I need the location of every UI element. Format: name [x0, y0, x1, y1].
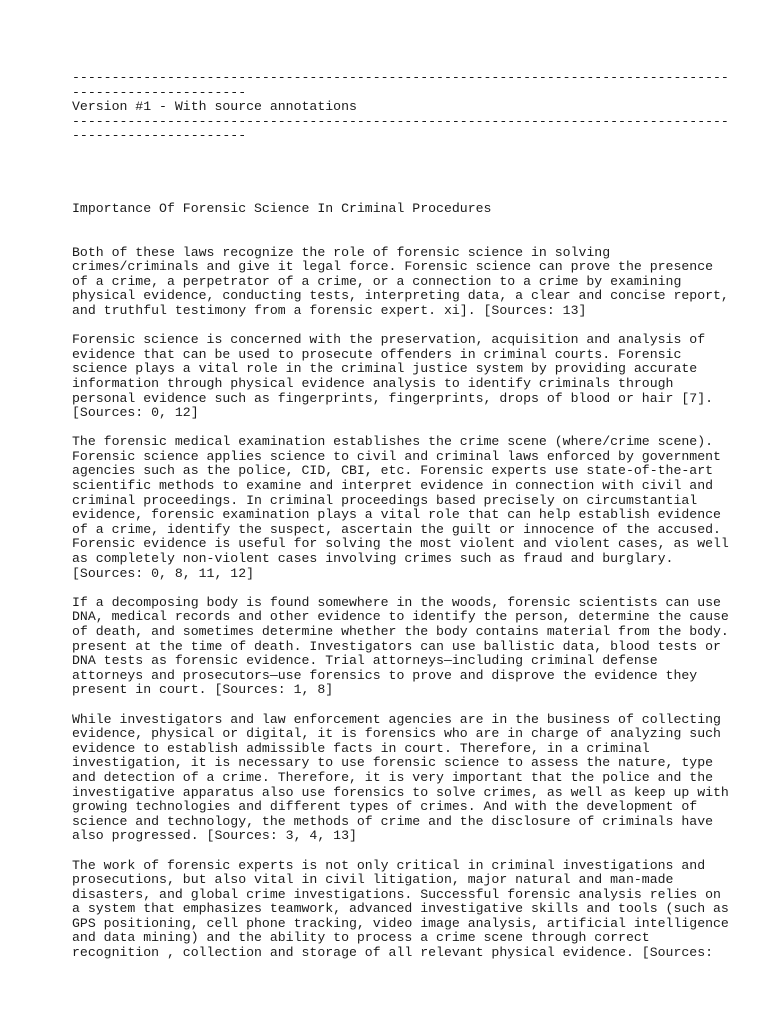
version-header — [72, 71, 728, 144]
divider-line-bottom: ----------------------------------------------------------------------------------- — [72, 113, 729, 129]
divider-line-top: ----------------------------------------------------------------------------------- — [72, 70, 729, 85]
document-title: Importance Of Forensic Science In Criminal Procedures — [72, 200, 492, 216]
paragraph: The forensic medical examination establishes the crime scene (where/crime scene). Forensic science applies science to civil and criminal laws enforced by government agencies such as the police, CID, CBI, etc. Forensic experts use state-of-the-art scientific methods to examine and interpret evidence in connection with civil and criminal proceedings. In criminal proceedings based precisely on circumstantial evidence, forensic examination plays a vital role that can help establish evidence of a crime, identify the suspect, ascertain the guilt or innocence of the accused. Forensic evidence is useful for solving the most violent and violent cases, as well as completely non-violent cases involving crimes such as fraud and burglary. [Sources: 0, 8, 11, 12] — [72, 434, 729, 581]
paragraph: Both of these laws recognize the role of forensic science in solving crimes/criminals and give it legal force. Forensic science can prove the presence of a crime, a perpetrator of a crime, or a connection to a crime by examining physical evidence, conducting tests, interpreting data, a clear and concise report, and truthful testimony from a forensic expert. xi]. [Sources: 13] — [72, 244, 729, 318]
paragraph: The work of forensic experts is not only critical in criminal investigations and prosecutions, but also vital in civil litigation, major natural and man-made disasters, and global crime investigations. Successful forensic analysis relies on a system that emphasizes teamwork, advanced investigative skills and tools (such as GPS positioning, cell phone tracking, video image analysis, artificial intelligence and data mining) and the ability to process a crime scene through correct recognition , collection and storage of all relevant physical evidence. [Sources: — [72, 857, 729, 961]
divider-line-top-continued: ---------------------- — [72, 84, 247, 100]
paragraph: If a decomposing body is found somewhere in the woods, forensic scientists can use DNA, medical records and other evidence to identify the person, determine the cause of death, and sometimes determine whether the body contains material from the body. present at the time of death. Investigators can use ballistic data, blood tests or DNA tests as forensic evidence. Trial attorneys—including criminal defense attorneys and prosecutors—use forensics to prove and disprove the evidence they present in court. [Sources: 1, 8] — [72, 594, 729, 698]
version-label: Version #1 - With source annotations — [72, 99, 357, 115]
paragraph: Forensic science is concerned with the preservation, acquisition and analysis of evidence that can be used to prosecute offenders in criminal courts. Forensic science plays a vital role in the criminal justice system by providing accurate information through physical evidence analysis to identify criminals through personal evidence such as fingerprints, fingerprints, drops of blood or hair [7]. [Sources: 0, 12] — [72, 332, 714, 421]
divider-line-bottom-continued: ---------------------- — [72, 128, 247, 144]
paragraph: While investigators and law enforcement agencies are in the business of collecting evidence, physical or digital, it is forensics who are in charge of analyzing such evidence to establish admissible facts in court. Therefore, in a criminal investigation, it is necessary to use forensic science to assess the nature, type and detection of a crime. Therefore, it is very important that the police and the investigative apparatus also use forensics to solve crimes, as well as keep up with growing technologies and different types of crimes. And with the development of science and technology, the methods of crime and the disclosure of criminals have also progressed. [Sources: 3, 4, 13] — [72, 711, 729, 844]
